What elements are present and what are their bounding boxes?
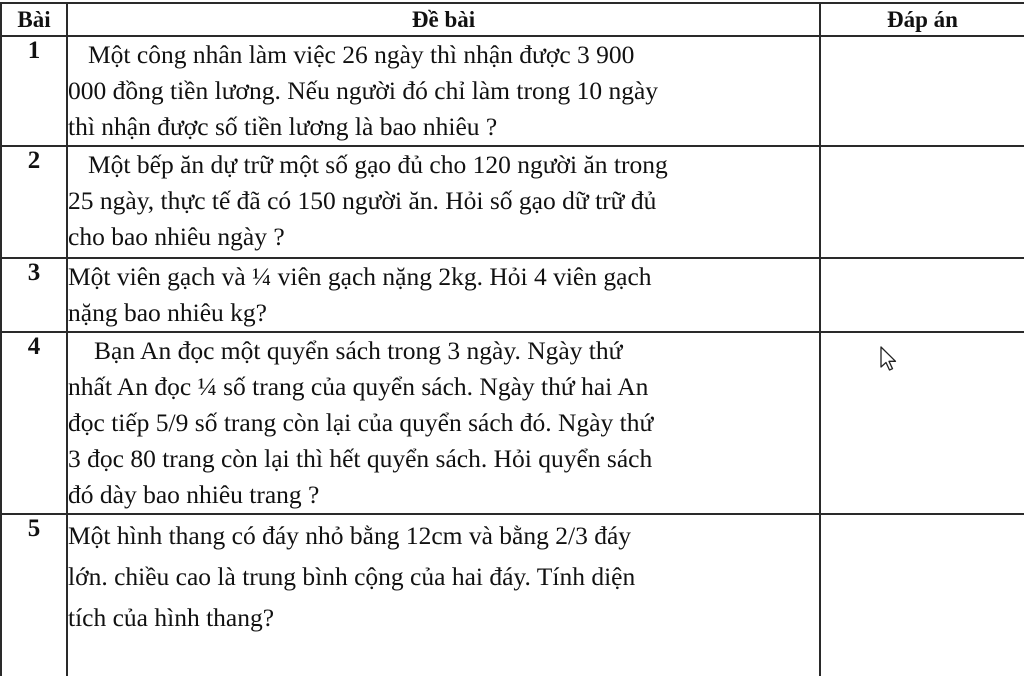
table-row (1, 332, 1024, 514)
answer-cell[interactable] (820, 514, 1024, 676)
exercise-number: 1 (1, 36, 67, 146)
exercise-text[interactable] (67, 258, 820, 332)
text-line: lớn. chiều cao là trung bình cộng của hai đáy. Tính diện (68, 562, 636, 591)
text-line: 000 đồng tiền lương. Nếu người đó chỉ làm trong 10 ngày (68, 76, 659, 105)
text-line: 3 đọc 80 trang còn lại thì hết quyển sách. Hỏi quyển sách (68, 444, 653, 473)
text-line: tích của hình thang? (68, 603, 275, 632)
text-line: đọc tiếp 5/9 số trang còn lại của quyển sách đó. Ngày thứ (68, 408, 654, 437)
exercise-text[interactable] (67, 146, 820, 258)
table-row (1, 146, 1024, 258)
text-line: 25 ngày, thực tế đã có 150 người ăn. Hỏi số gạo dữ trữ đủ (68, 186, 657, 215)
text-line: Một viên gạch và ¼ viên gạch nặng 2kg. Hỏi 4 viên gạch (68, 262, 652, 291)
exercise-text[interactable] (67, 332, 820, 514)
text-line: Một bếp ăn dự trữ một số gạo đủ cho 120 người ăn trong (88, 150, 668, 179)
exercise-number: 4 (1, 332, 67, 514)
exercise-text[interactable] (67, 514, 820, 676)
text-line: Bạn An đọc một quyển sách trong 3 ngày. Ngày thứ (94, 336, 623, 365)
table-row (1, 514, 1024, 676)
header-dap-an: Đáp án (820, 3, 1024, 36)
exercise-number: 3 (1, 258, 67, 332)
answer-cell[interactable] (820, 332, 1024, 514)
text-line: Một hình thang có đáy nhỏ bằng 12cm và bằng 2/3 đáy (68, 521, 632, 550)
header-bai: Bài (1, 3, 67, 36)
exercise-number: 5 (1, 514, 67, 676)
answer-cell[interactable] (820, 146, 1024, 258)
text-line: đó dày bao nhiêu trang ? (68, 480, 320, 509)
exercise-number: 2 (1, 146, 67, 258)
answer-cell[interactable] (820, 258, 1024, 332)
text-line: cho bao nhiêu ngày ? (68, 222, 285, 251)
text-line: Một công nhân làm việc 26 ngày thì nhận được 3 900 (88, 40, 635, 69)
text-line: nhất An đọc ¼ số trang của quyển sách. Ngày thứ hai An (68, 372, 649, 401)
header-row (1, 3, 1024, 36)
exercise-text[interactable] (67, 36, 820, 146)
exercise-table (0, 2, 1024, 676)
mouse-pointer-icon (879, 346, 899, 372)
answer-cell[interactable] (820, 36, 1024, 146)
table-row (1, 258, 1024, 332)
table-row (1, 36, 1024, 146)
text-line: nặng bao nhiêu kg? (68, 298, 267, 327)
text-line: thì nhận được số tiền lương là bao nhiêu ? (68, 112, 498, 141)
header-de-bai: Đề bài (67, 3, 820, 36)
